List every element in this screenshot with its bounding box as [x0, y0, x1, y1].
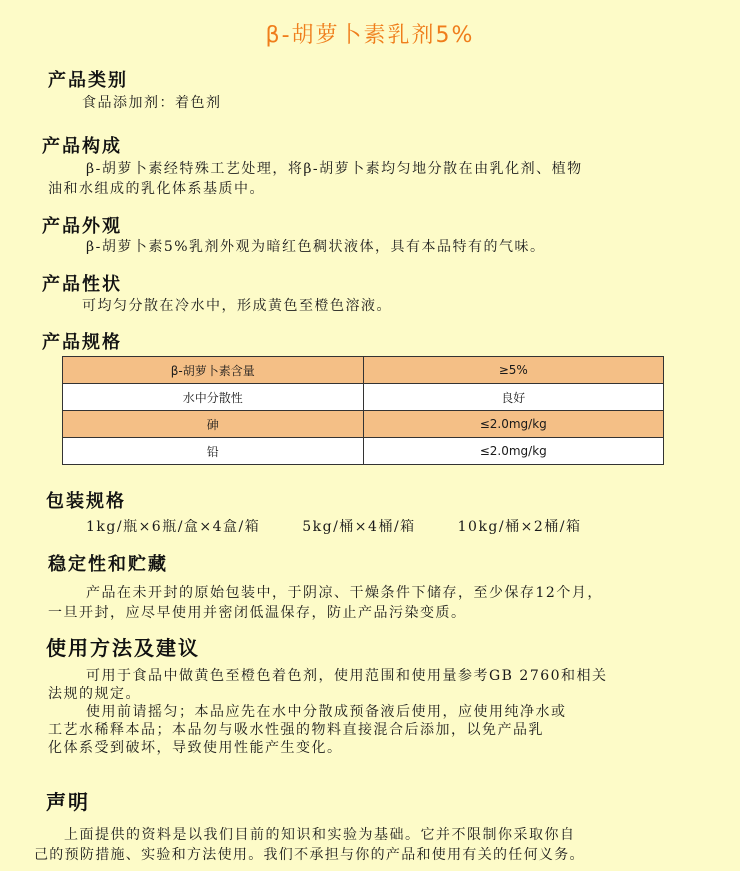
spec-item: 砷 — [63, 411, 364, 438]
packaging-option: 10kg/桶×2桶/箱 — [457, 519, 582, 535]
category-body: 食品添加剂：着色剂 — [82, 95, 222, 111]
composition-line-2: 油和水组成的乳化体系基质中。 — [48, 181, 265, 197]
disclaimer-heading: 声明 — [46, 790, 90, 814]
table-row — [63, 438, 664, 465]
spec-item: 水中分散性 — [63, 384, 364, 411]
spec-value: ≥5% — [363, 357, 664, 384]
usage-p1-line-1: 可用于食品中做黄色至橙色着色剂，使用范围和使用量参考GB 2760和相关 — [86, 668, 608, 684]
table-row — [63, 357, 664, 384]
spec-item: β-胡萝卜素含量 — [63, 357, 364, 384]
table-row — [63, 384, 664, 411]
usage-p2-line-2: 工艺水稀释本品；本品勿与吸水性强的物料直接混合后添加，以免产品乳 — [48, 722, 544, 738]
spec-value: ≤2.0mg/kg — [363, 411, 664, 438]
packaging-options — [86, 516, 581, 538]
composition-heading: 产品构成 — [42, 136, 122, 157]
storage-line-2: 一旦开封，应尽早使用并密闭低温保存，防止产品污染变质。 — [48, 605, 467, 621]
disclaimer-line-1: 上面提供的资料是以我们目前的知识和实验为基础。它并不限制你采取你自 — [64, 827, 576, 843]
packaging-option: 5kg/桶×4桶/箱 — [302, 519, 416, 535]
packaging-option: 1kg/瓶×6瓶/盒×4盒/箱 — [86, 519, 261, 535]
usage-heading: 使用方法及建议 — [46, 636, 200, 660]
properties-heading: 产品性状 — [42, 274, 122, 295]
usage-p2-line-3: 化体系受到破坏，导致使用性能产生变化。 — [48, 740, 343, 756]
usage-p2-line-1: 使用前请摇匀；本品应先在水中分散成预备液后使用，应使用纯净水或 — [86, 704, 567, 720]
specs-heading: 产品规格 — [42, 332, 122, 353]
appearance-body: β-胡萝卜素5%乳剂外观为暗红色稠状液体，具有本品特有的气味。 — [86, 239, 546, 255]
packaging-heading: 包装规格 — [46, 491, 126, 512]
storage-line-1: 产品在未开封的原始包装中，于阴凉、干燥条件下储存，至少保存12个月， — [86, 585, 603, 601]
page-title: β-胡萝卜素乳剂5% — [265, 23, 475, 48]
properties-body: 可均匀分散在冷水中，形成黄色至橙色溶液。 — [82, 298, 392, 314]
disclaimer-line-2: 己的预防措施、实验和方法使用。我们不承担与你的产品和使用有关的任何义务。 — [34, 847, 585, 863]
usage-p1-line-2: 法规的规定。 — [48, 686, 141, 702]
category-heading: 产品类别 — [48, 70, 128, 91]
specs-table — [62, 356, 664, 465]
composition-line-1: β-胡萝卜素经特殊工艺处理，将β-胡萝卜素均匀地分散在由乳化剂、植物 — [86, 161, 583, 177]
appearance-heading: 产品外观 — [42, 216, 122, 237]
table-row — [63, 411, 664, 438]
storage-heading: 稳定性和贮藏 — [48, 554, 168, 575]
spec-item: 铅 — [63, 438, 364, 465]
spec-value: ≤2.0mg/kg — [363, 438, 664, 465]
spec-value: 良好 — [363, 384, 664, 411]
